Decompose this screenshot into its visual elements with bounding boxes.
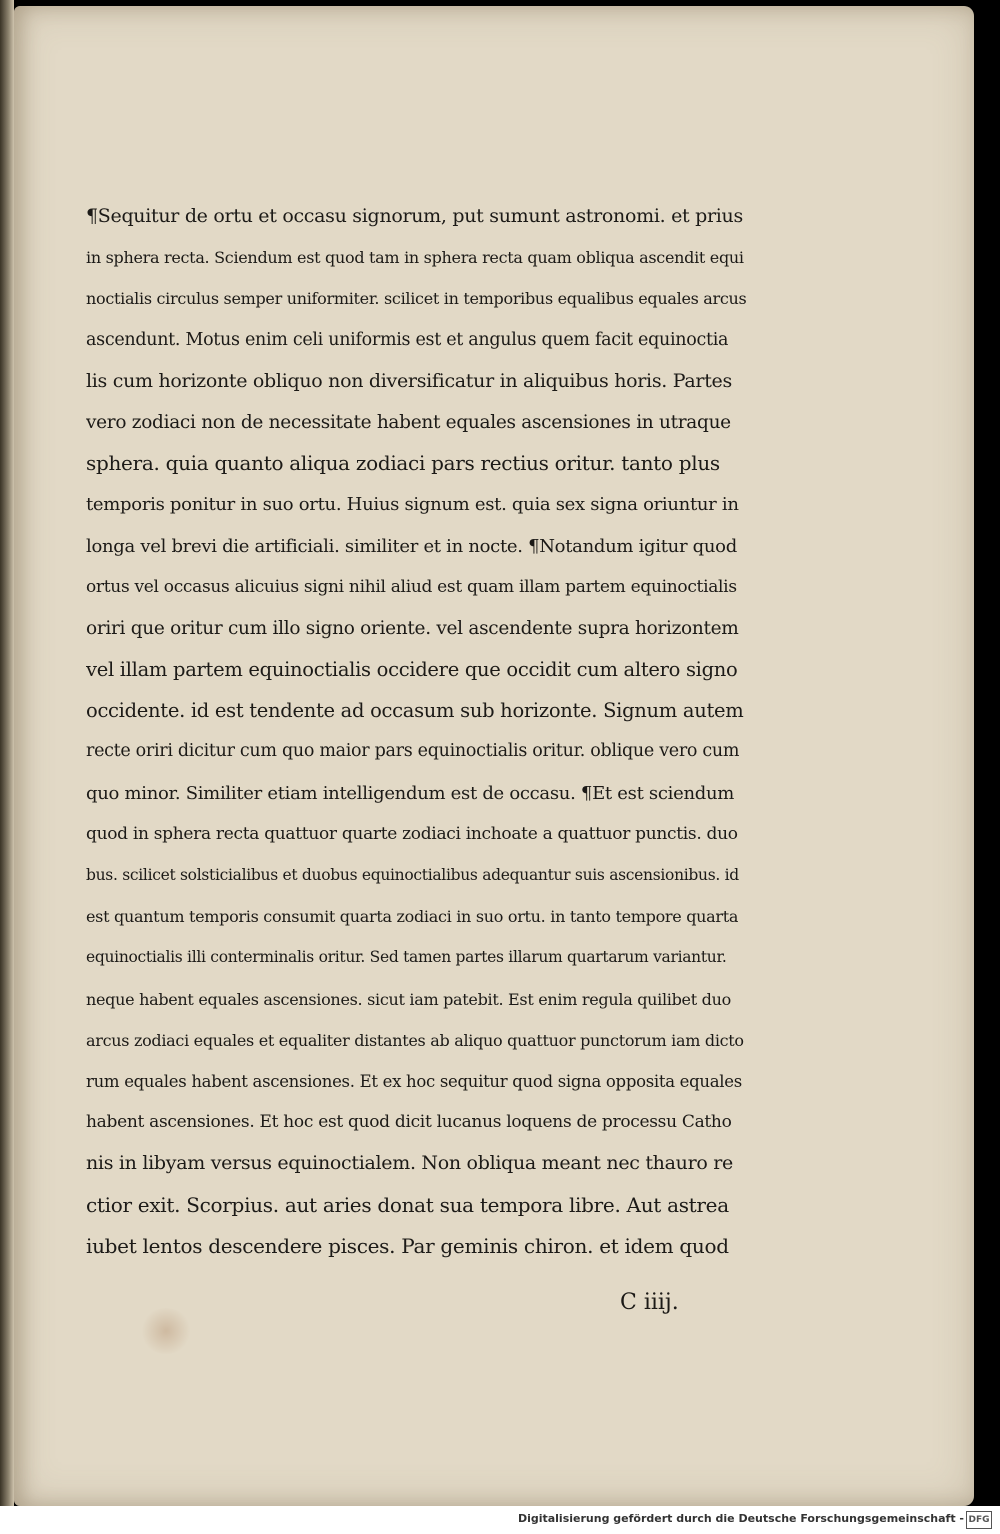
text-line: quod in sphera recta quattuor quarte zodiaci inchoate a quattuor punctis. duo <box>86 823 738 844</box>
footer-bar <box>0 1506 1000 1534</box>
dfg-logo-icon: DFG <box>966 1511 992 1529</box>
text-line: quo minor. Similiter etiam intelligendum est de occasu. ¶Et est sciendum <box>86 782 735 804</box>
text-line: arcus zodiaci equales et equaliter distantes ab aliquo quattuor punctorum iam dicto <box>86 1030 744 1050</box>
text-line: ascendunt. Motus enim celi uniformis est et angulus quem facit equinoctia <box>86 329 729 350</box>
text-line: temporis ponitur in suo ortu. Huius signum est. quia sex signa oriuntur in <box>86 494 739 516</box>
text-line: neque habent equales ascensiones. sicut iam patebit. Est enim regula quilibet duo <box>86 989 731 1009</box>
text-line: est quantum temporis consumit quarta zodiaci in suo ortu. in tanto tempore quarta <box>86 907 739 927</box>
digitization-credit: Digitalisierung gefördert durch die Deutsche Forschungsgemeinschaft - <box>517 1512 964 1525</box>
text-line: sphera. quia quanto aliqua zodiaci pars rectius oritur. tanto plus <box>86 451 720 476</box>
text-line: nis in libyam versus equinoctialem. Non obliqua meant nec thauro re <box>86 1152 733 1175</box>
text-line: rum equales habent ascensiones. Et ex hoc sequitur quod signa opposita equales <box>86 1071 742 1091</box>
text-line: ctior exit. Scorpius. aut aries donat sua tempora libre. Aut astrea <box>86 1192 729 1217</box>
text-line: equinoctialis illi conterminalis oritur. Sed tamen partes illarum quartarum variantur. <box>86 948 727 967</box>
text-line: occidente. id est tendente ad occasum sub horizonte. Signum autem <box>86 699 744 723</box>
text-line: noctialis circulus semper uniformiter. scilicet in temporibus equalibus equales arcus <box>86 289 746 309</box>
text-line: ortus vel occasus alicuius signi nihil aliud est quam illam partem equinoctialis <box>86 576 737 597</box>
text-line: in sphera recta. Sciendum est quod tam in sphera recta quam obliqua ascendit equi <box>86 248 744 268</box>
book-spine-edge <box>0 0 14 1534</box>
paper-stain <box>140 1308 192 1354</box>
text-line: recte oriri dicitur cum quo maior pars equinoctialis oritur. oblique vero cum <box>86 741 740 762</box>
text-line: lis cum horizonte obliquo non diversificatur in aliquibus horis. Partes <box>86 369 732 392</box>
text-line: ¶Sequitur de ortu et occasu signorum, put sumunt astronomi. et prius <box>86 205 743 227</box>
page-text-block <box>86 196 746 1267</box>
text-line: vero zodiaci non de necessitate habent equales ascensiones in utraque <box>86 411 731 433</box>
text-line: bus. scilicet solsticialibus et duobus equinoctialibus adequantur suis ascensionibus. id <box>86 866 739 884</box>
text-line: iubet lentos descendere pisces. Par geminis chiron. et idem quod <box>86 1233 729 1258</box>
text-line: oriri que oritur cum illo signo oriente. vel ascendente supra horizontem <box>86 617 739 639</box>
text-line: vel illam partem equinoctialis occidere que occidit cum altero signo <box>86 658 738 682</box>
text-line: longa vel brevi die artificiali. similiter et in nocte. ¶Notandum igitur quod <box>86 535 737 557</box>
signature-mark: C iiij. <box>620 1290 679 1315</box>
text-line: habent ascensiones. Et hoc est quod dicit lucanus loquens de processu Catho <box>86 1112 732 1133</box>
